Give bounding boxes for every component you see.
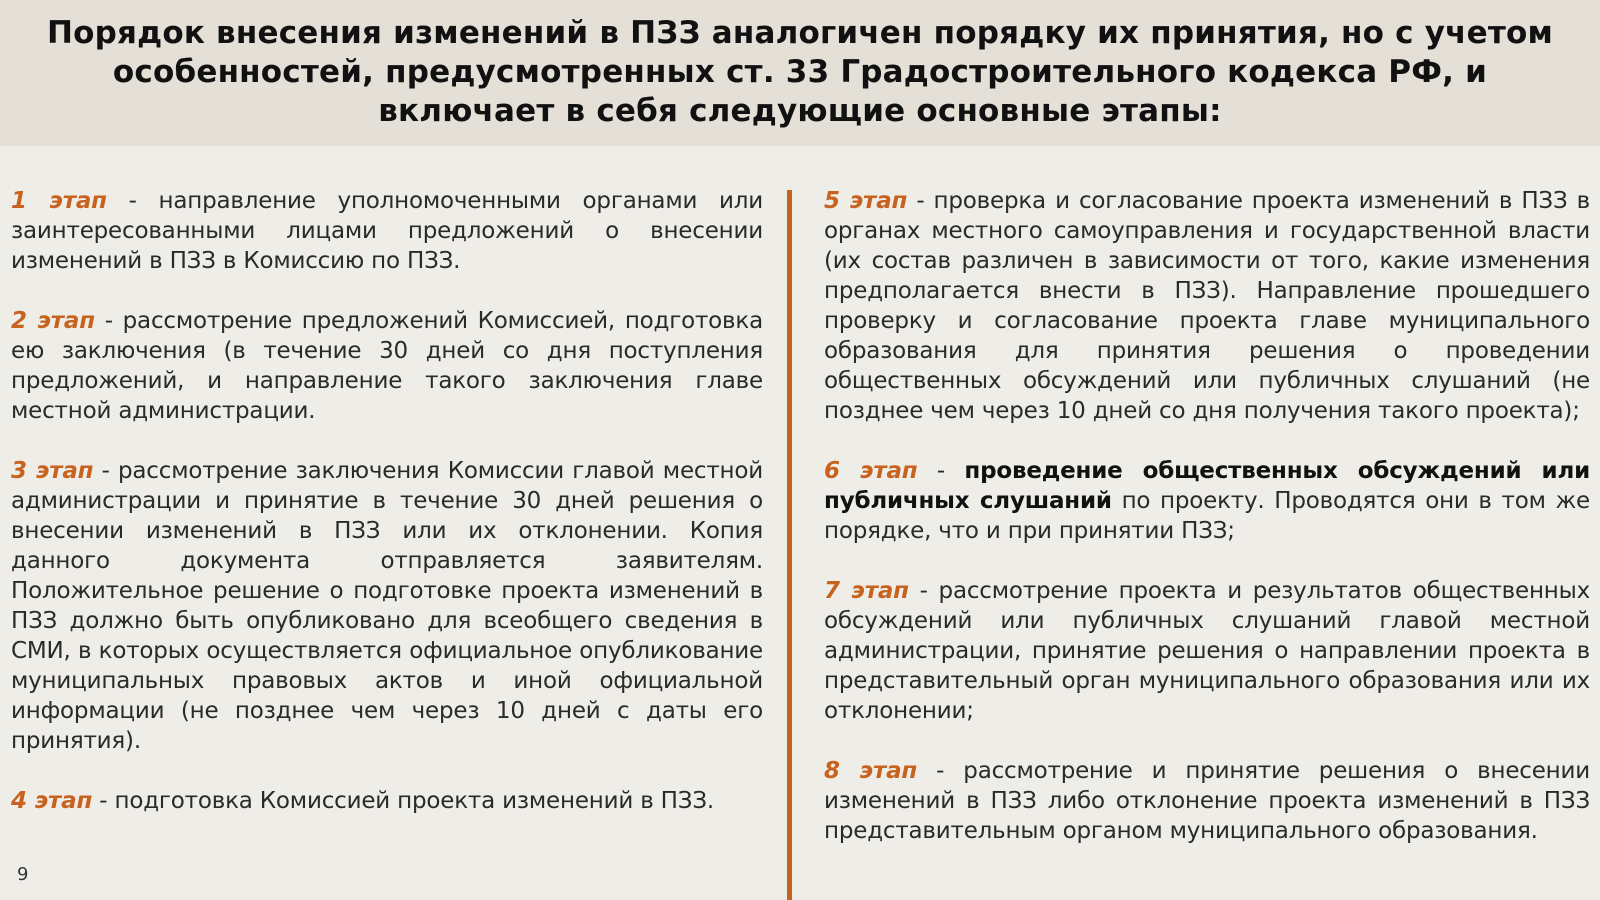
right-column bbox=[824, 186, 1590, 876]
stage-7 bbox=[824, 576, 1590, 726]
stage-8-text: - рассмотрение и принятие решения о внесении изменений в ПЗЗ либо отклонение проекта изменений в ПЗЗ представительным органом муниципального образования. bbox=[824, 758, 1591, 844]
title-line-3: включает в себя следующие основные этапы: bbox=[378, 93, 1222, 129]
stage-4-label: 4 этап bbox=[11, 788, 93, 814]
stage-7-text: - рассмотрение проекта и результатов общественных обсуждений или публичных слушаний главой местной администрации, принятие решения о направлении проекта в представительный орган муниципального образования или их отклонении; bbox=[824, 578, 1591, 724]
stage-8 bbox=[824, 756, 1590, 846]
stage-4 bbox=[11, 786, 763, 816]
stage-5 bbox=[824, 186, 1590, 426]
stage-3-text: - рассмотрение заключения Комиссии главой местной администрации и принятие в течение 30 дней решения о внесении изменений в ПЗЗ или их отклонении. Копия данного документа отправляется заявителям. Положительное решение о подготовке проекта изменений в ПЗЗ должно быть опубликовано для всеобщего сведения в СМИ, в которых осуществляется официальное опубликование муниципальных правовых актов и иной официальной информации (не позднее чем через 10 дней с даты его принятия). bbox=[11, 458, 764, 754]
stage-6 bbox=[824, 456, 1590, 546]
stage-1 bbox=[11, 186, 763, 276]
stage-7-label: 7 этап bbox=[824, 578, 909, 604]
column-divider bbox=[787, 190, 792, 900]
stage-2-text: - рассмотрение предложений Комиссией, подготовка ею заключения (в течение 30 дней со дня поступления предложений, и направление такого заключения главе местной администрации. bbox=[11, 308, 763, 424]
stage-5-text: - проверка и согласование проекта изменений в ПЗЗ в органах местного самоуправления и государственной власти (их состав различен в зависимости от того, какие изменения предполагается внести в ПЗЗ). Направление прошедшего проверку и согласование проекта главе муниципального образования для принятия решения о проведении общественных обсуждений или публичных слушаний (не позднее чем через 10 дней со дня получения такого проекта); bbox=[824, 188, 1591, 424]
stage-1-label: 1 этап bbox=[11, 188, 107, 214]
title-line-2: особенностей, предусмотренных ст. 33 Градостроительного кодекса РФ, и bbox=[112, 54, 1488, 90]
page-number: 9 bbox=[17, 864, 29, 885]
stage-3-label: 3 этап bbox=[11, 458, 94, 484]
stage-2-label: 2 этап bbox=[11, 308, 95, 334]
stage-8-label: 8 этап bbox=[824, 758, 918, 784]
stage-2 bbox=[11, 306, 763, 426]
left-column bbox=[11, 186, 763, 846]
stage-6-text: по проекту. Проводятся они в том же порядке, что и при принятии ПЗЗ; bbox=[824, 488, 1590, 544]
page-title bbox=[40, 14, 1560, 131]
stage-5-label: 5 этап bbox=[824, 188, 908, 214]
stage-6-bold-text: проведение общественных обсуждений или публичных слушаний bbox=[824, 458, 1591, 514]
stage-1-text: - направление уполномоченными органами или заинтересованными лицами предложений о внесении изменений в ПЗЗ в Комиссию по ПЗЗ. bbox=[11, 188, 764, 274]
stage-4-text: - подготовка Комиссией проекта изменений в ПЗЗ. bbox=[92, 788, 714, 814]
stage-3 bbox=[11, 456, 763, 756]
stage-6-label: 6 этап bbox=[824, 458, 918, 484]
stage-6-dash: - bbox=[917, 458, 965, 484]
title-line-1: Порядок внесения изменений в ПЗЗ аналогичен порядку их принятия, но с учетом bbox=[46, 15, 1554, 51]
